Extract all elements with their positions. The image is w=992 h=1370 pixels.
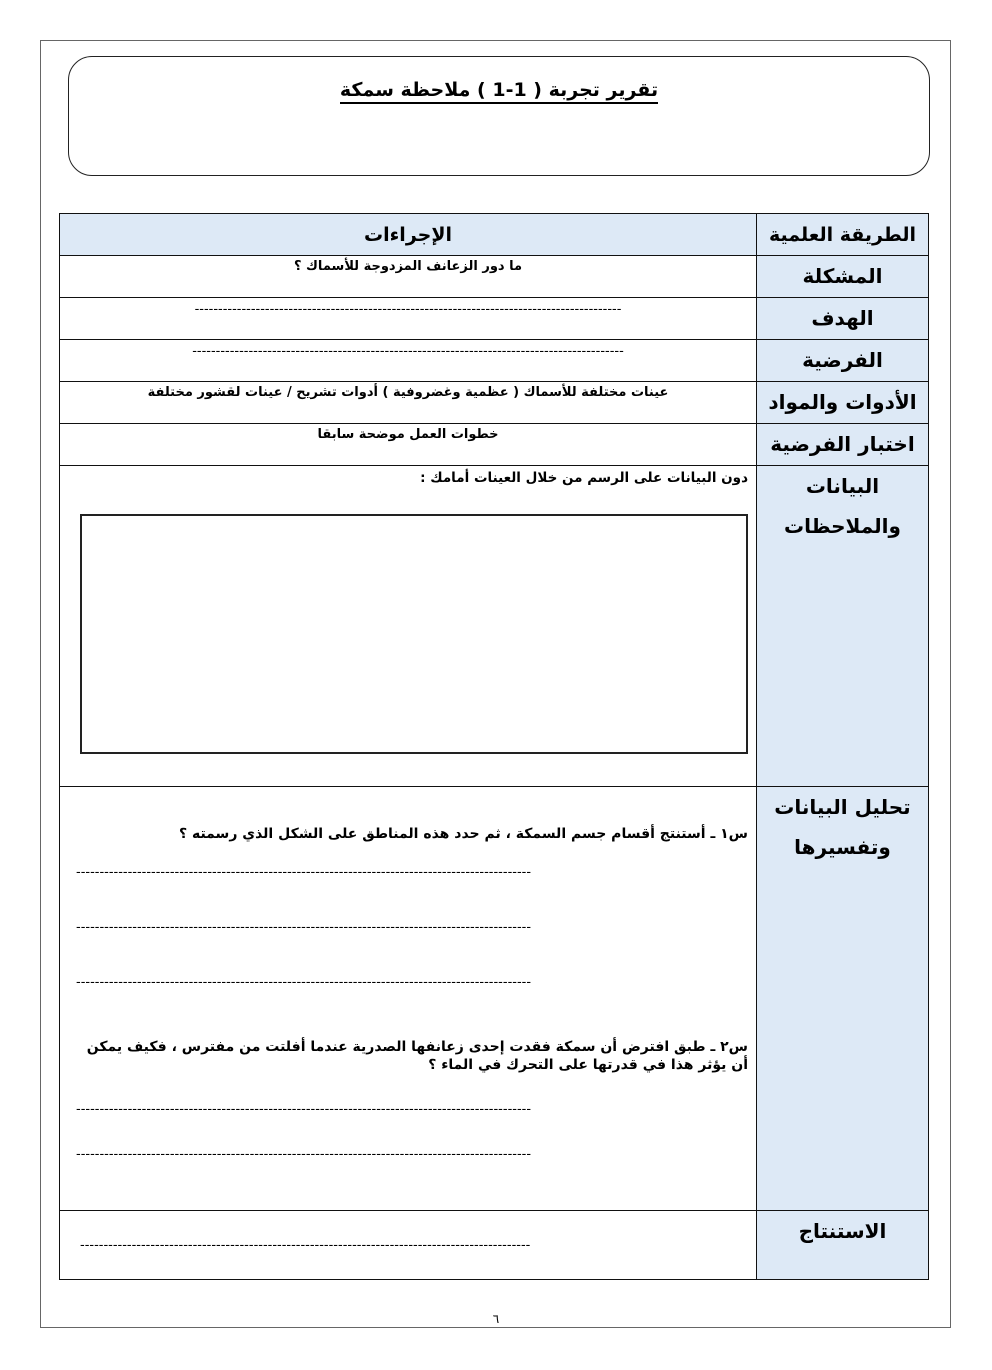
- label-materials: الأدوات والمواد: [757, 382, 929, 424]
- label-analysis-line1: تحليل البيانات: [774, 795, 911, 819]
- page-number: ٦: [492, 1312, 500, 1326]
- value-analysis: [60, 787, 757, 1211]
- label-conclusion: الاستنتاج: [757, 1211, 929, 1280]
- hypothesis-line: --------------------------------------------------------------------------------------------: [192, 344, 624, 359]
- row-data: [60, 466, 929, 787]
- test-text: خطوات العمل موضحة سابقا: [317, 427, 499, 442]
- label-analysis-line2: وتفسيرها: [794, 835, 891, 859]
- value-conclusion[interactable]: [60, 1211, 757, 1280]
- value-test: [60, 424, 757, 466]
- question-2: س٢ ـ طبق افترض أن سمكة فقدت إحدى زعانفها الصدرية عندما أفلتت من مفترس ، فكيف يمكن أن يؤثر هذا في قدرتها على التحرك في الماء ؟: [86, 1039, 748, 1073]
- value-data: [60, 466, 757, 787]
- data-instruction: دون البيانات على الرسم من خلال العينات أمامك :: [420, 470, 748, 486]
- value-hypothesis[interactable]: [60, 340, 757, 382]
- row-problem: [60, 256, 929, 298]
- materials-text: عينات مختلفة للأسماك ( عظمية وغضروفية ) أدوات تشريح / عينات لقشور مختلفة: [147, 385, 669, 400]
- row-hypothesis: [60, 340, 929, 382]
- label-data-line1: البيانات: [805, 474, 880, 498]
- label-data-line2: والملاحظات: [784, 514, 901, 538]
- label-goal: الهدف: [757, 298, 929, 340]
- label-analysis: [757, 787, 929, 1211]
- answer-line-2[interactable]: -------------------------------------------------------------------------------------------------: [76, 920, 532, 935]
- title-box: [68, 56, 930, 176]
- label-problem: المشكلة: [757, 256, 929, 298]
- header-method: الطريقة العلمية: [757, 214, 929, 256]
- goal-line: -------------------------------------------------------------------------------------------: [194, 302, 622, 317]
- row-test: [60, 424, 929, 466]
- row-goal: [60, 298, 929, 340]
- label-test: اختبار الفرضية: [757, 424, 929, 466]
- answer-line-1[interactable]: -------------------------------------------------------------------------------------------------: [76, 865, 532, 880]
- drawing-box[interactable]: [80, 514, 748, 754]
- label-data: [757, 466, 929, 787]
- answer-line-3[interactable]: -------------------------------------------------------------------------------------------------: [76, 975, 532, 990]
- value-goal[interactable]: [60, 298, 757, 340]
- value-problem: [60, 256, 757, 298]
- row-analysis: [60, 787, 929, 1211]
- value-materials: [60, 382, 757, 424]
- question-1: س١ ـ أستنتج أقسام جسم السمكة ، ثم حدد هذه المناطق على الشكل الذي رسمته ؟: [178, 826, 748, 842]
- page-title: تقرير تجربة ( 1-1 ) ملاحظة سمكة: [69, 79, 929, 101]
- problem-text: ما دور الزعانف المزدوجة للأسماك ؟: [293, 259, 523, 274]
- header-row: [60, 214, 929, 256]
- conclusion-line: ------------------------------------------------------------------------------------------------: [80, 1237, 531, 1253]
- row-conclusion: [60, 1211, 929, 1280]
- label-hypothesis: الفرضية: [757, 340, 929, 382]
- report-table: [59, 213, 929, 1280]
- row-materials: [60, 382, 929, 424]
- answer-line-4[interactable]: -------------------------------------------------------------------------------------------------: [76, 1102, 532, 1117]
- answer-line-5[interactable]: -------------------------------------------------------------------------------------------------: [76, 1147, 532, 1162]
- header-procedures: الإجراءات: [60, 214, 757, 256]
